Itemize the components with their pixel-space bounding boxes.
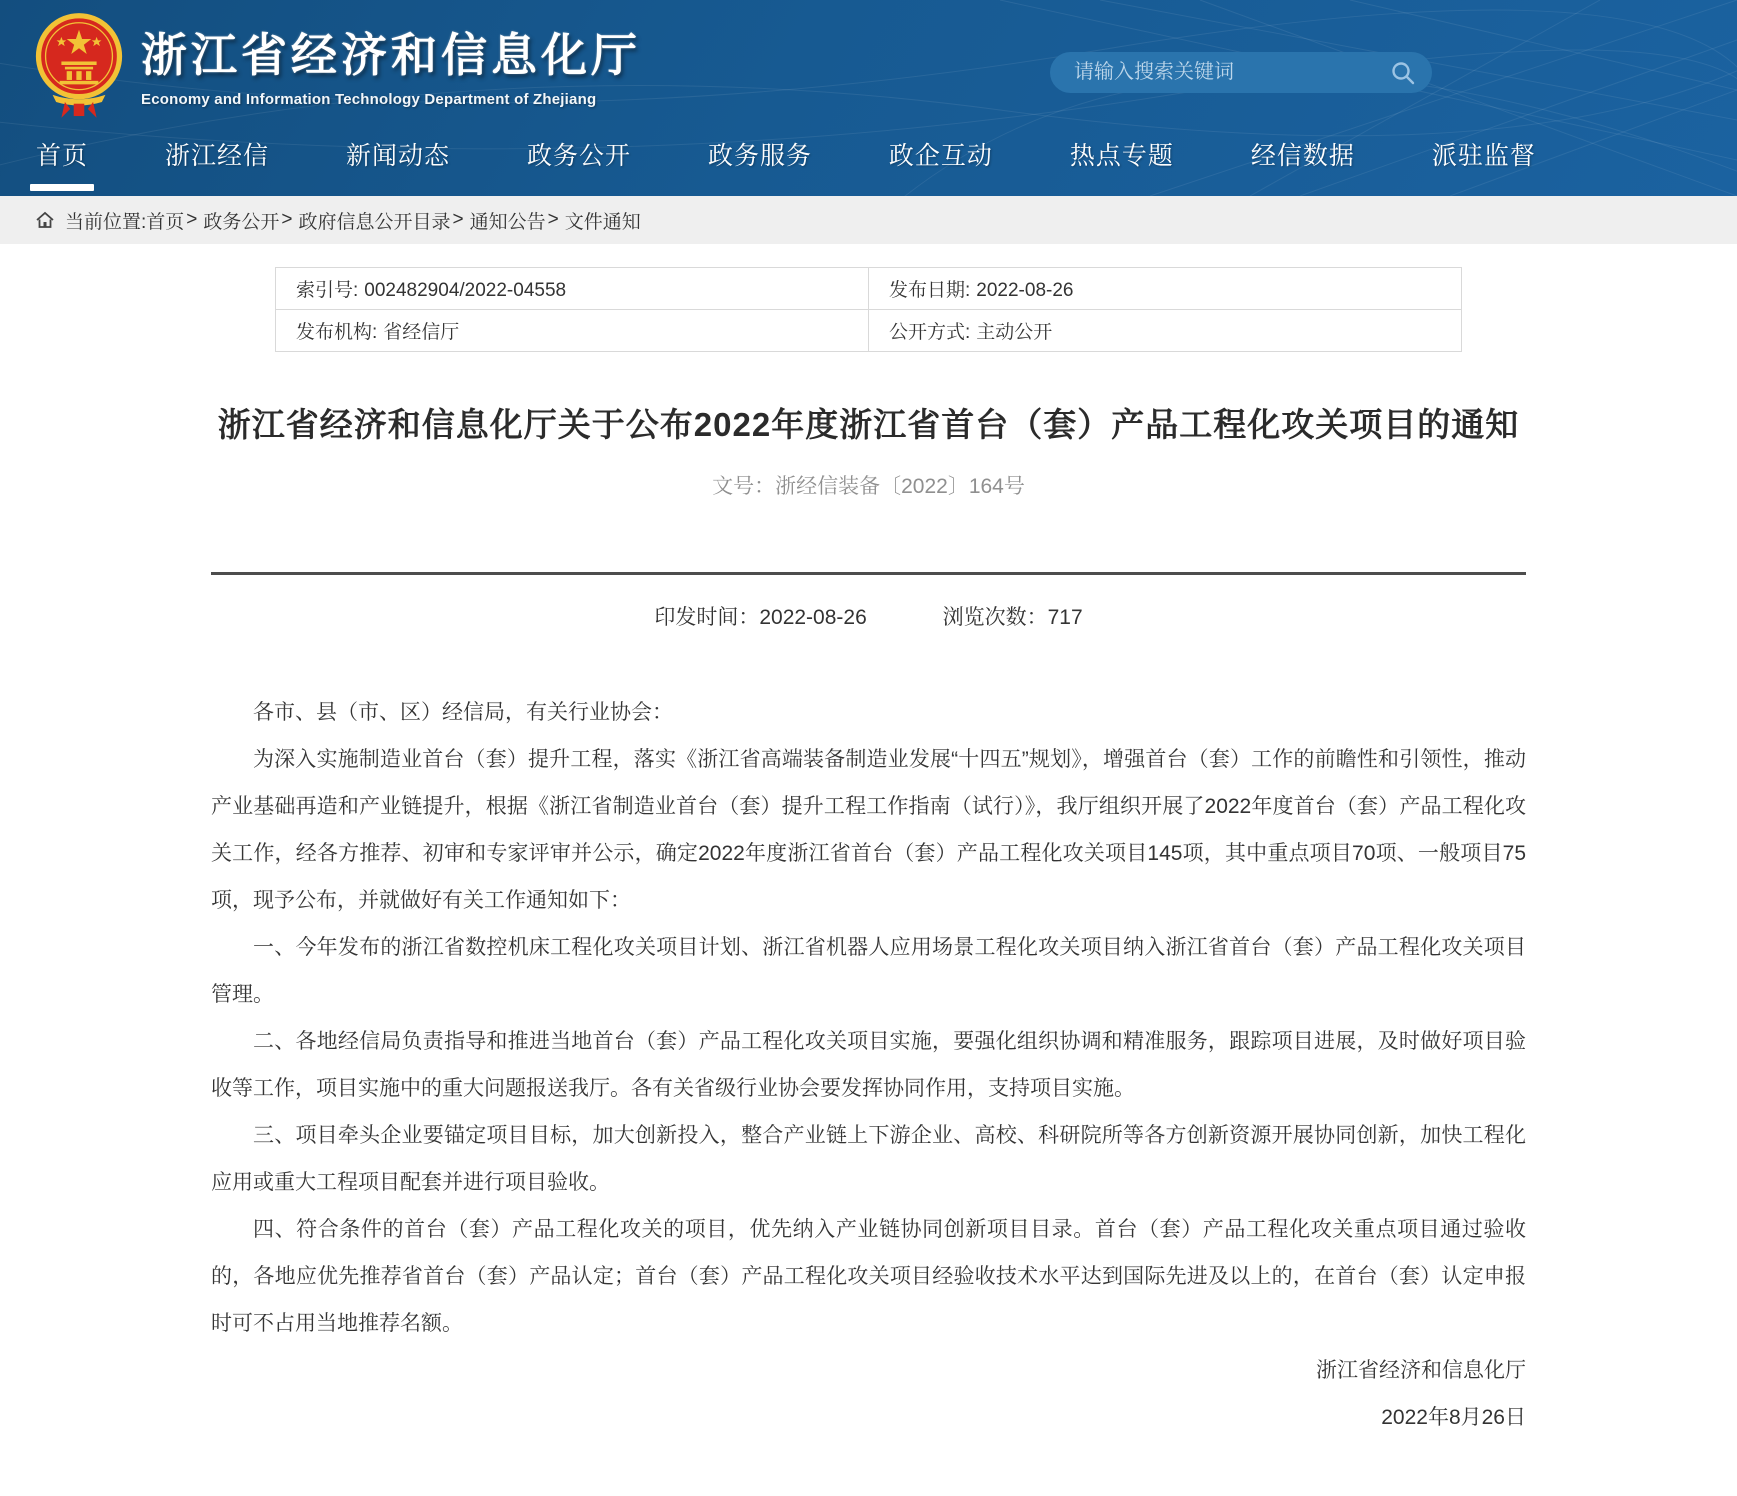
home-icon (35, 211, 55, 229)
nav-item-dispatch-supervision[interactable] (1426, 126, 1542, 196)
paragraph-item-4: 四、符合条件的首台（套）产品工程化攻关的项目，优先纳入产业链协同创新项目目录。首台（套）产品工程化攻关重点项目通过验收的，各地应优先推荐省首台（套）产品认定；首台（套）产品工程化攻关项目经验收技术水平达到国际先进及以上的，在首台（套）认定申报时可不占用当地推荐名额。 (211, 1218, 1526, 1335)
search-input[interactable] (1072, 60, 1390, 85)
brand-text (141, 19, 641, 108)
breadcrumb-item-file-notice[interactable]: 文件通知 (564, 211, 641, 233)
nav-item-label: 经信数据 (1250, 142, 1355, 170)
signature-block (211, 1347, 1526, 1441)
page-title: 浙江省经济和信息化厅关于公布2022年度浙江省首台（套）产品工程化攻关项目的通知 (217, 406, 1520, 443)
nav-item-jingxin-data[interactable] (1245, 126, 1361, 196)
paragraph-salutation: 各市、县（市、区）经信局，有关行业协会： (253, 701, 673, 724)
info-value: 002482904/2022-04558 (364, 280, 567, 301)
nav-item-home[interactable] (30, 126, 94, 196)
breadcrumb-separator: > (452, 209, 464, 230)
nav-item-gov-services[interactable] (702, 126, 818, 196)
site-subtitle: Economy and Information Technology Department of Zhejiang (141, 90, 597, 108)
paragraph-item-3: 三、项目牵头企业要锚定项目目标，加大创新投入，整合产业链上下游企业、高校、科研院所等各方创新资源开展协同创新，加快工程化应用或重大工程项目配套并进行项目验收。 (211, 1124, 1526, 1194)
breadcrumb-item-gov-disclosure[interactable]: 政务公开 (203, 211, 280, 233)
print-date-label: 印发时间： (654, 606, 760, 629)
divider-rule (211, 572, 1526, 575)
nav-item-zhejiang-jingxin[interactable] (159, 126, 275, 196)
main-nav (0, 126, 1737, 196)
article-meta (211, 601, 1526, 631)
table-row (276, 268, 1462, 310)
paragraph-item-2: 二、各地经信局负责指导和推进当地首台（套）产品工程化攻关项目实施，要强化组织协调和精准服务，跟踪项目进展，及时做好项目验收等工作，项目实施中的重大问题报送我厅。各有关省级行业协会要发挥协同作用，支持项目实施。 (211, 1030, 1526, 1100)
info-label: 发布日期: (889, 280, 971, 301)
breadcrumb-item-notices[interactable]: 通知公告 (469, 211, 546, 233)
nav-item-label: 政务公开 (526, 142, 631, 170)
document-info-table (275, 267, 1462, 352)
breadcrumb-prefix: 当前位置: (65, 211, 147, 233)
info-value: 2022-08-26 (976, 280, 1074, 301)
paragraph-intro: 为深入实施制造业首台（套）提升工程，落实《浙江省高端装备制造业发展“十四五”规划》，增强首台（套）工作的前瞻性和引领性，推动产业基础再造和产业链提升，根据《浙江省制造业首台（套）提升工程工作指南（试行）》，我厅组织开展了2022年度首台（套）产品工程化攻关工作，经各方推荐、初审和专家评审并公示，确定2022年度浙江省首台（套）产品工程化攻关项目145项，其中重点项目70项、一般项目75项，现予公布，并就做好有关工作通知如下： (211, 748, 1526, 912)
search-button[interactable] (1390, 60, 1416, 86)
paragraph-item-1: 一、今年发布的浙江省数控机床工程化攻关项目计划、浙江省机器人应用场景工程化攻关项目纳入浙江省首台（套）产品工程化攻关项目管理。 (211, 936, 1526, 1006)
masthead (0, 0, 1737, 196)
nav-item-label: 派驻监督 (1431, 142, 1536, 170)
active-tab-underline (30, 184, 94, 191)
nav-item-label: 热点专题 (1069, 142, 1174, 170)
national-emblem-logo-icon (35, 10, 123, 120)
nav-item-gov-enterprise[interactable] (883, 126, 999, 196)
info-cell-index-number (276, 268, 869, 310)
brand-home-link[interactable] (35, 6, 641, 120)
signature-org: 浙江省经济和信息化厅 (1316, 1359, 1526, 1382)
search-box (1050, 52, 1432, 93)
breadcrumb-item-info-catalog[interactable]: 政府信息公开目录 (298, 211, 451, 233)
document-number-label: 文号： (712, 475, 776, 498)
breadcrumb-separator: > (547, 209, 559, 230)
nav-item-gov-disclosure[interactable] (521, 126, 637, 196)
table-row (276, 310, 1462, 352)
breadcrumb (0, 196, 1737, 244)
views-count: 717 (1047, 606, 1083, 629)
print-date-value: 2022-08-26 (759, 606, 867, 629)
info-cell-disclosure-mode (869, 310, 1462, 352)
main-content (0, 267, 1737, 1496)
views-label: 浏览次数： (942, 606, 1048, 629)
article-body (211, 689, 1526, 1441)
nav-item-news[interactable] (340, 126, 456, 196)
signature-date: 2022年8月26日 (1381, 1406, 1526, 1429)
nav-item-label: 政务服务 (707, 142, 812, 170)
document-number-value: 浙经信装备〔2022〕164号 (775, 475, 1025, 498)
info-label: 发布机构: (296, 322, 378, 343)
info-value: 主动公开 (976, 322, 1053, 343)
search-icon (1390, 60, 1416, 86)
nav-item-hot-topics[interactable] (1064, 126, 1180, 196)
info-label: 索引号: (296, 280, 359, 301)
document-number (211, 470, 1526, 500)
info-label: 公开方式: (889, 322, 971, 343)
nav-item-label: 新闻动态 (345, 142, 450, 170)
breadcrumb-item-home[interactable]: 首页 (146, 211, 185, 233)
breadcrumb-separator: > (186, 209, 198, 230)
info-cell-publish-date (869, 268, 1462, 310)
nav-item-label: 首页 (36, 142, 89, 170)
breadcrumb-separator: > (281, 209, 293, 230)
info-cell-publisher (276, 310, 869, 352)
nav-item-label: 浙江经信 (164, 142, 269, 170)
nav-item-label: 政企互动 (888, 142, 993, 170)
info-value: 省经信厅 (383, 322, 460, 343)
site-header (0, 0, 1737, 126)
site-title: 浙江省经济和信息化厅 (141, 28, 641, 81)
